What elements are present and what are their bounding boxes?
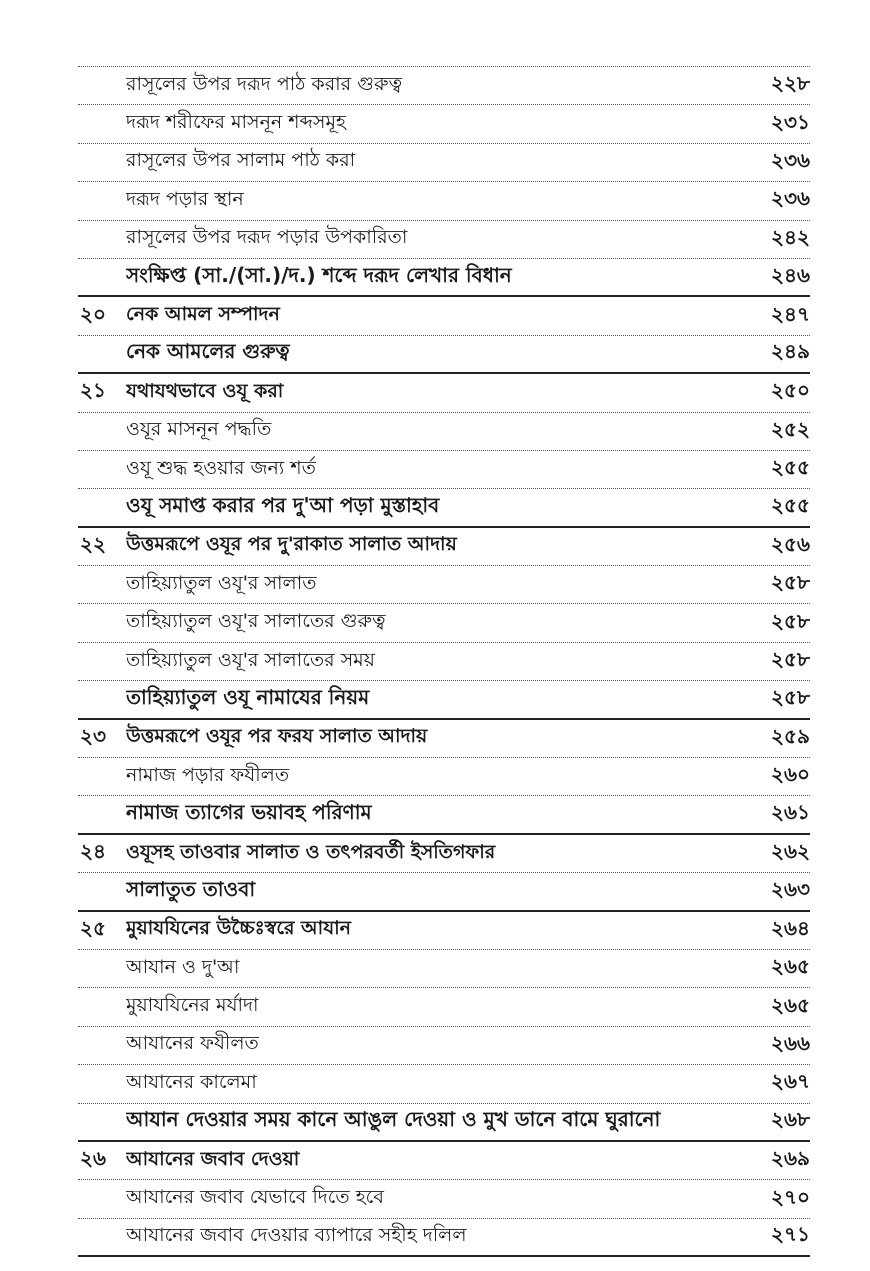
entry-title: যথাযথভাবে ওযূ করা — [126, 379, 284, 402]
entry-title: আযানের জবাব দেওয়া — [126, 1147, 300, 1170]
page-number: ২৬৫ — [771, 992, 810, 1017]
entry-title: উত্তমরূপে ওযূর পর ফরয সালাত আদায় — [126, 725, 428, 748]
entry-title: সালাতুত তাওবা — [126, 876, 256, 901]
entry-title: ওযূসহ তাওবার সালাত ও তৎপরবর্তী ইসতিগফার — [126, 840, 496, 863]
entry-title: রাসূলের উপর দরূদ পড়ার উপকারিতা — [126, 226, 408, 249]
toc-row — [78, 566, 810, 604]
chapter-number: ২৩ — [80, 723, 107, 748]
toc-row — [78, 489, 810, 527]
toc-row — [78, 1180, 810, 1218]
toc-row — [78, 604, 810, 642]
entry-title: তাহিয়্যাতুল ওযূ'র সালাতের সময় — [126, 648, 375, 671]
page-number: ২৫০ — [771, 378, 810, 403]
page-number: ২৬৩ — [770, 876, 810, 901]
page-number: ২৬৪ — [771, 915, 810, 940]
toc-row — [78, 758, 810, 796]
entry-title: আযানের জবাব যেভাবে দিতে হবে — [126, 1186, 384, 1209]
toc-row — [78, 1065, 810, 1103]
entry-title: তাহিয়্যাতুল ওযূ নামাযের নিয়ম — [126, 684, 370, 709]
entry-title: রাসূলের উপর দরূদ পাঠ করার গুরুত্ব — [126, 72, 403, 95]
toc-row — [78, 259, 810, 297]
chapter-number: ২০ — [80, 301, 107, 326]
entry-title: দরূদ শরীফের মাসনূন শব্দসমূহ — [126, 111, 346, 134]
table-of-contents — [78, 66, 810, 1257]
chapter-number: ২৬ — [80, 1146, 107, 1171]
entry-title: নামাজ ত্যাগের ভয়াবহ পরিণাম — [126, 800, 372, 825]
entry-title: উত্তমরূপে ওযূর পর দু'রাকাত সালাত আদায় — [126, 533, 457, 556]
page-number: ২৪৯ — [771, 339, 810, 364]
page-number: ২৫৫ — [771, 455, 810, 480]
page-number: ২৬১ — [771, 800, 810, 825]
toc-row — [78, 1219, 810, 1257]
toc-row — [78, 643, 810, 681]
toc-row — [78, 1142, 810, 1180]
entry-title: নেক আমল সম্পাদন — [126, 303, 280, 326]
entry-title: ওযূর মাসনূন পদ্ধতি — [126, 418, 272, 441]
toc-row — [78, 221, 810, 259]
entry-title: মুয়াযযিনের মর্যাদা — [126, 994, 259, 1017]
chapter-number: ২২ — [80, 531, 107, 556]
toc-row — [78, 67, 810, 105]
entry-title: নেক আমলের গুরুত্ব — [126, 339, 290, 364]
page-number: ২৬৯ — [771, 1146, 810, 1171]
chapter-number: ২৪ — [80, 839, 106, 863]
page-number: ২২৮ — [771, 71, 810, 96]
toc-row — [78, 336, 810, 374]
entry-title: তাহিয়্যাতুল ওযূ'র সালাতের গুরুত্ব — [126, 610, 386, 633]
page-number: ২৬৫ — [771, 954, 810, 979]
page-number: ২৫৮ — [771, 608, 810, 633]
page-number: ২৪৭ — [771, 301, 810, 326]
page-number: ২৭১ — [771, 1222, 810, 1247]
page-number: ২৩৬ — [770, 147, 810, 172]
toc-row — [78, 988, 810, 1026]
entry-title: মুয়াযযিনের উচ্চৈঃস্বরে আযান — [126, 917, 351, 940]
toc-row — [78, 374, 810, 412]
toc-row — [78, 105, 810, 143]
page-number: ২৩১ — [771, 109, 810, 134]
toc-row — [78, 1027, 810, 1065]
entry-title: ওযূ শুদ্ধ হওয়ার জন্য শর্ত — [126, 456, 316, 479]
toc-row — [78, 720, 810, 758]
page-number: ২৫৯ — [771, 723, 810, 748]
page-number: ২৫৮ — [771, 570, 810, 595]
toc-row — [78, 873, 810, 911]
page-number: ২৫৮ — [771, 684, 810, 709]
page-number: ২৫৮ — [771, 647, 810, 672]
toc-row — [78, 144, 810, 182]
chapter-number: ২৫ — [80, 915, 106, 940]
entry-title: সংক্ষিপ্ত (সা./(সা.)/দ.) শব্দে দরূদ লেখার বিধান — [126, 262, 512, 287]
page-number: ২৫৫ — [771, 492, 810, 517]
entry-title: নামাজ পড়ার ফযীলত — [126, 763, 290, 786]
entry-title: রাসূলের উপর সালাম পাঠ করা — [126, 149, 356, 172]
entry-title: আযানের কালেমা — [126, 1070, 257, 1093]
entry-title: আযান দেওয়ার সময় কানে আঙুল দেওয়া ও মুখ ডানে বামে ঘুরানো — [126, 1107, 661, 1132]
toc-row — [78, 950, 810, 988]
chapter-number: ২১ — [80, 378, 106, 403]
page-number: ২৩৬ — [770, 186, 810, 211]
entry-title: আযানের জবাব দেওয়ার ব্যাপারে সহীহ দলিল — [126, 1223, 467, 1246]
entry-title: ওযূ সমাপ্ত করার পর দু'আ পড়া মুস্তাহাব — [126, 492, 440, 517]
entry-title: আযানের ফযীলত — [126, 1032, 259, 1055]
toc-row — [78, 835, 810, 873]
toc-row — [78, 182, 810, 220]
page-number: ২৭০ — [770, 1184, 810, 1209]
page-number: ২৫২ — [771, 416, 810, 441]
page-number: ২৬২ — [770, 839, 810, 863]
page-number: ২৪৬ — [771, 262, 810, 287]
toc-row — [78, 1104, 810, 1142]
toc-row — [78, 796, 810, 834]
page-number: ২৬৬ — [770, 1030, 810, 1055]
entry-title: তাহিয়্যাতুল ওযূ'র সালাত — [126, 571, 317, 594]
toc-row — [78, 528, 810, 566]
page-number: ২৫৬ — [771, 531, 810, 556]
toc-row — [78, 451, 810, 489]
entry-title: দরূদ পড়ার স্থান — [126, 187, 244, 210]
page-number: ২৬০ — [770, 762, 810, 787]
toc-row — [78, 413, 810, 451]
toc-row — [78, 912, 810, 950]
page-number: ২৬৭ — [770, 1069, 810, 1094]
page-number: ২৪২ — [771, 224, 810, 249]
entry-title: আযান ও দু'আ — [126, 955, 240, 978]
page-number: ২৬৮ — [771, 1107, 810, 1132]
toc-row — [78, 681, 810, 719]
toc-row — [78, 297, 810, 335]
